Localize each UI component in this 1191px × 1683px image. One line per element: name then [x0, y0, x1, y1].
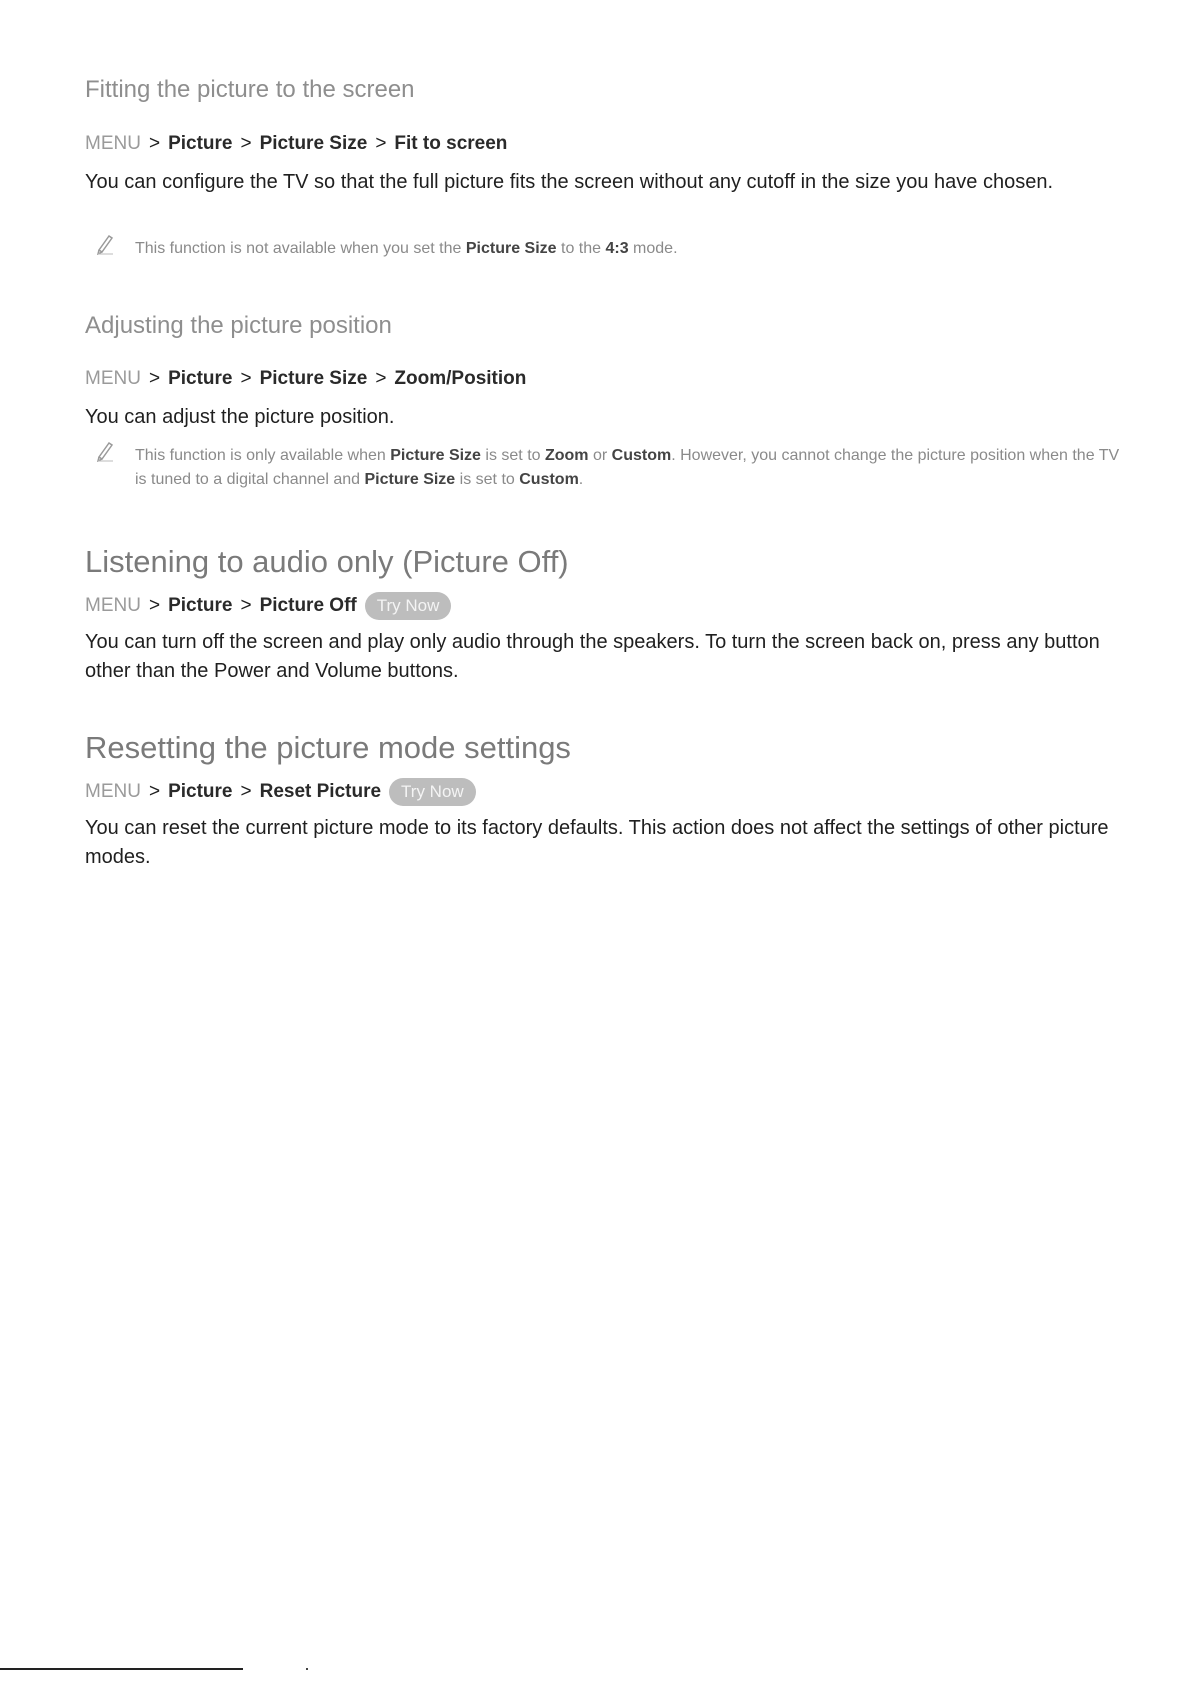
try-now-button[interactable]: Try Now	[365, 592, 452, 620]
chevron-right-icon: >	[148, 595, 161, 616]
menu-label: MENU	[85, 368, 141, 389]
menu-path-picture-off	[85, 592, 451, 620]
pencil-note-icon	[95, 440, 115, 462]
chevron-right-icon: >	[148, 368, 161, 389]
chevron-right-icon: >	[148, 781, 161, 802]
chevron-right-icon: >	[240, 133, 252, 154]
chevron-right-icon: >	[375, 368, 387, 389]
path-item-zoom-position: Zoom/Position	[394, 368, 527, 389]
section-heading-reset-picture: Resetting the picture mode settings	[85, 730, 571, 765]
path-item-picture-size: Picture Size	[259, 133, 368, 154]
menu-path-reset-picture	[85, 778, 476, 806]
menu-path-fit-to-screen	[85, 133, 507, 155]
menu-label: MENU	[85, 133, 141, 154]
try-now-button[interactable]: Try Now	[389, 778, 476, 806]
path-item-picture-size: Picture Size	[259, 368, 368, 389]
section-body-reset-picture: You can reset the current picture mode to its factory defaults. This action does not affect the settings of other picture modes.	[85, 817, 1109, 868]
note-picture-position: This function is only available when Picture Size is set to Zoom or Custom. However, you cannot change the picture position when the TV is tuned to a digital channel and Picture Size is set to Custom.	[85, 444, 1125, 492]
footer-rule	[0, 1668, 243, 1670]
path-item-fit-to-screen: Fit to screen	[394, 133, 508, 154]
section-heading-picture-off: Listening to audio only (Picture Off)	[85, 544, 569, 579]
section-heading-picture-position: Adjusting the picture position	[85, 312, 392, 339]
chevron-right-icon: >	[240, 781, 252, 802]
chevron-right-icon: >	[240, 368, 252, 389]
note-fit-to-screen: This function is not available when you set the Picture Size to the 4:3 mode.	[85, 237, 1125, 261]
menu-label: MENU	[85, 595, 141, 616]
menu-path-picture-position	[85, 368, 526, 390]
path-item-reset-picture: Reset Picture	[259, 781, 382, 802]
footer-mark	[306, 1668, 308, 1670]
chevron-right-icon: >	[240, 595, 252, 616]
path-item-picture: Picture	[168, 781, 233, 802]
path-item-picture: Picture	[168, 368, 233, 389]
menu-label: MENU	[85, 781, 141, 802]
chevron-right-icon: >	[148, 133, 161, 154]
section-heading-fit-to-screen: Fitting the picture to the screen	[85, 76, 415, 103]
section-body-fit-to-screen: You can configure the TV so that the full picture fits the screen without any cutoff in the size you have chosen.	[85, 171, 1053, 193]
pencil-note-icon	[95, 233, 115, 255]
chevron-right-icon: >	[375, 133, 387, 154]
section-body-picture-position: You can adjust the picture position.	[85, 406, 395, 428]
path-item-picture-off: Picture Off	[259, 595, 357, 616]
section-body-picture-off: You can turn off the screen and play only audio through the speakers. To turn the screen back on, press any button other than the Power and Volume buttons.	[85, 631, 1100, 682]
path-item-picture: Picture	[168, 133, 233, 154]
path-item-picture: Picture	[168, 595, 233, 616]
